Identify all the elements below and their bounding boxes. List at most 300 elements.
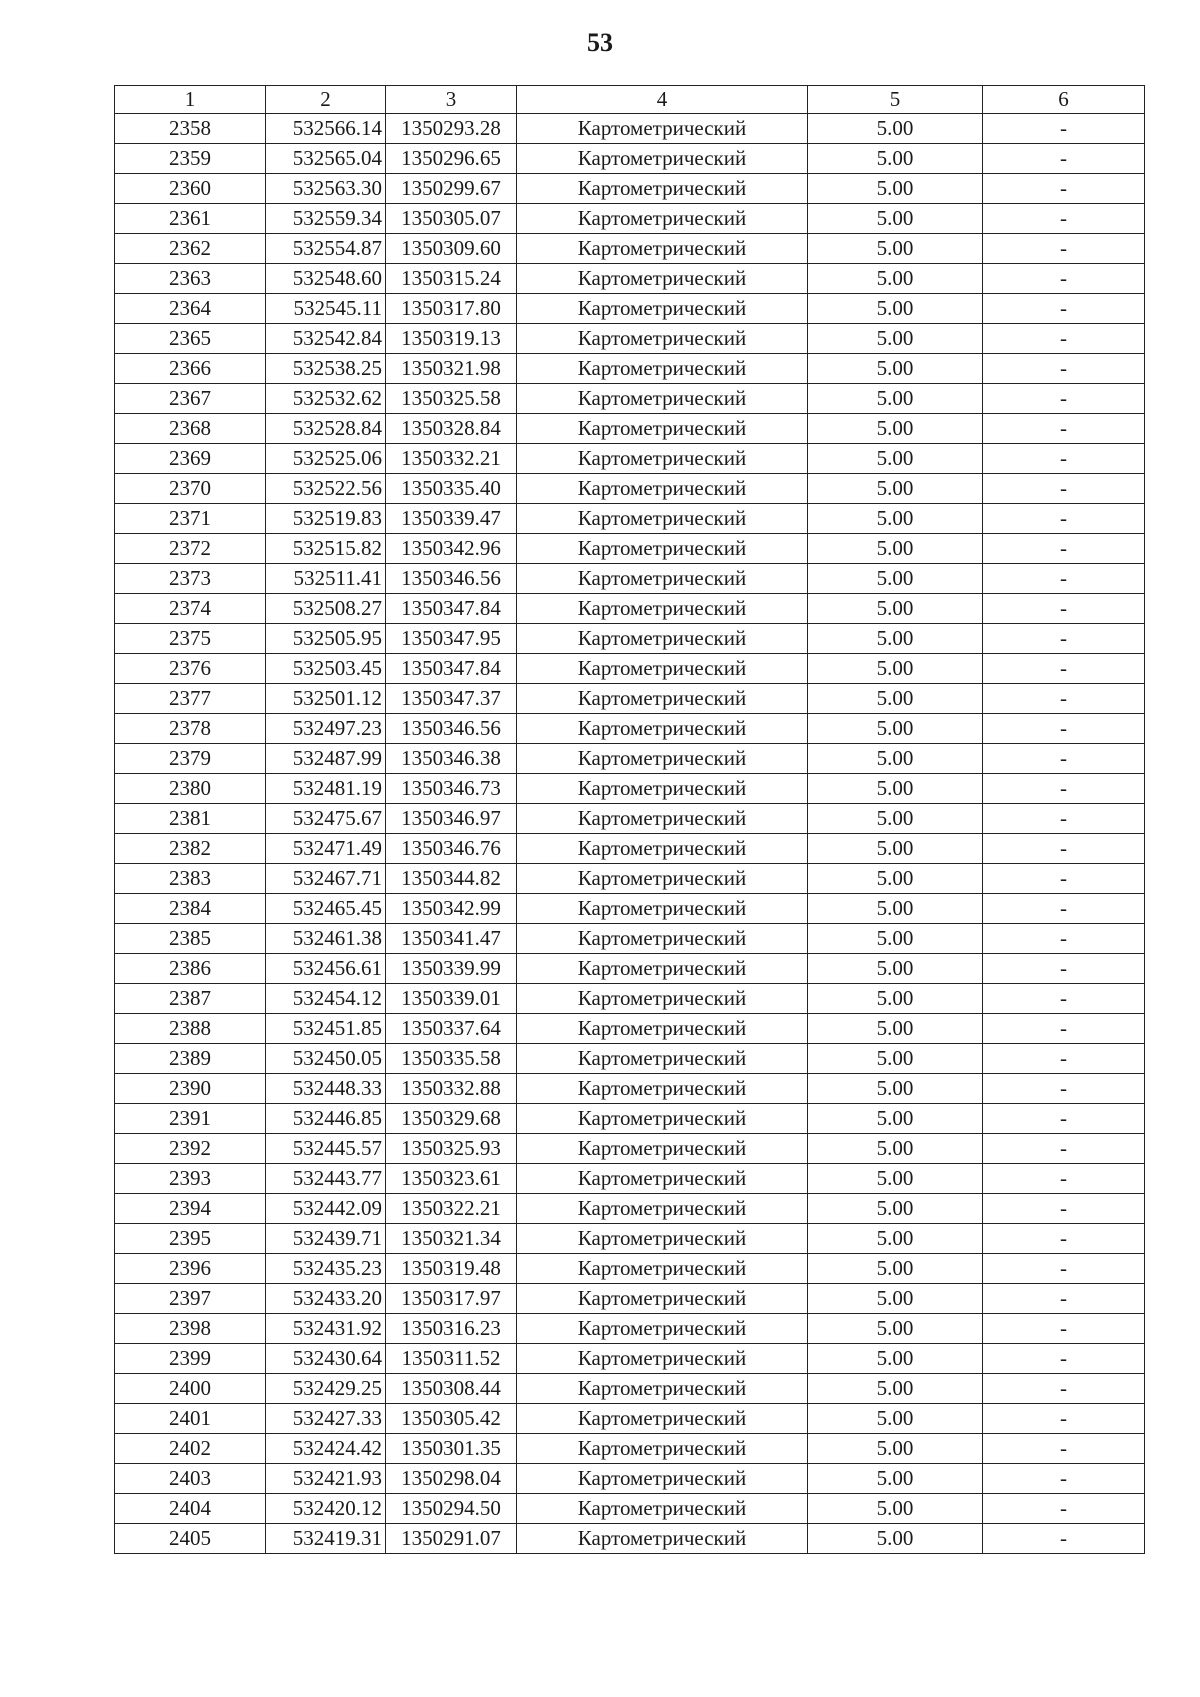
point-number-cell: 2363 — [115, 264, 266, 294]
method-cell: Картометрический — [517, 534, 808, 564]
method-cell: Картометрический — [517, 264, 808, 294]
accuracy-cell: 5.00 — [808, 1434, 983, 1464]
point-number-cell: 2364 — [115, 294, 266, 324]
table-row — [115, 684, 1145, 714]
accuracy-cell: 5.00 — [808, 804, 983, 834]
note-cell: - — [983, 624, 1145, 654]
x-coordinate-cell: 532456.61 — [266, 954, 386, 984]
accuracy-cell: 5.00 — [808, 1374, 983, 1404]
accuracy-cell: 5.00 — [808, 594, 983, 624]
accuracy-cell: 5.00 — [808, 1044, 983, 1074]
y-coordinate-cell: 1350342.99 — [386, 894, 517, 924]
note-cell: - — [983, 1134, 1145, 1164]
accuracy-cell: 5.00 — [808, 1254, 983, 1284]
y-coordinate-cell: 1350317.97 — [386, 1284, 517, 1314]
table-row — [115, 1404, 1145, 1434]
table-row — [115, 204, 1145, 234]
method-cell: Картометрический — [517, 894, 808, 924]
table-row — [115, 774, 1145, 804]
x-coordinate-cell: 532430.64 — [266, 1344, 386, 1374]
note-cell: - — [983, 564, 1145, 594]
point-number-cell: 2369 — [115, 444, 266, 474]
table-body — [115, 114, 1145, 1554]
column-header-4: 4 — [517, 86, 808, 114]
accuracy-cell: 5.00 — [808, 1524, 983, 1554]
note-cell: - — [983, 1374, 1145, 1404]
x-coordinate-cell: 532443.77 — [266, 1164, 386, 1194]
point-number-cell: 2384 — [115, 894, 266, 924]
method-cell: Картометрический — [517, 864, 808, 894]
x-coordinate-cell: 532542.84 — [266, 324, 386, 354]
note-cell: - — [983, 1404, 1145, 1434]
y-coordinate-cell: 1350346.56 — [386, 714, 517, 744]
y-coordinate-cell: 1350311.52 — [386, 1344, 517, 1374]
point-number-cell: 2362 — [115, 234, 266, 264]
point-number-cell: 2371 — [115, 504, 266, 534]
table-row — [115, 1134, 1145, 1164]
x-coordinate-cell: 532501.12 — [266, 684, 386, 714]
x-coordinate-cell: 532487.99 — [266, 744, 386, 774]
accuracy-cell: 5.00 — [808, 684, 983, 714]
point-number-cell: 2367 — [115, 384, 266, 414]
note-cell: - — [983, 444, 1145, 474]
point-number-cell: 2385 — [115, 924, 266, 954]
table-row — [115, 1494, 1145, 1524]
method-cell: Картометрический — [517, 984, 808, 1014]
x-coordinate-cell: 532454.12 — [266, 984, 386, 1014]
table-row — [115, 384, 1145, 414]
y-coordinate-cell: 1350329.68 — [386, 1104, 517, 1134]
accuracy-cell: 5.00 — [808, 384, 983, 414]
table-row — [115, 294, 1145, 324]
y-coordinate-cell: 1350339.99 — [386, 954, 517, 984]
accuracy-cell: 5.00 — [808, 174, 983, 204]
x-coordinate-cell: 532548.60 — [266, 264, 386, 294]
note-cell: - — [983, 1194, 1145, 1224]
note-cell: - — [983, 1074, 1145, 1104]
x-coordinate-cell: 532515.82 — [266, 534, 386, 564]
x-coordinate-cell: 532475.67 — [266, 804, 386, 834]
table-row — [115, 1224, 1145, 1254]
table-row — [115, 474, 1145, 504]
method-cell: Картометрический — [517, 1404, 808, 1434]
point-number-cell: 2377 — [115, 684, 266, 714]
table-row — [115, 714, 1145, 744]
point-number-cell: 2390 — [115, 1074, 266, 1104]
y-coordinate-cell: 1350347.84 — [386, 594, 517, 624]
y-coordinate-cell: 1350337.64 — [386, 1014, 517, 1044]
note-cell: - — [983, 714, 1145, 744]
method-cell: Картометрический — [517, 204, 808, 234]
note-cell: - — [983, 264, 1145, 294]
point-number-cell: 2366 — [115, 354, 266, 384]
point-number-cell: 2387 — [115, 984, 266, 1014]
point-number-cell: 2365 — [115, 324, 266, 354]
table-row — [115, 1524, 1145, 1554]
accuracy-cell: 5.00 — [808, 204, 983, 234]
method-cell: Картометрический — [517, 144, 808, 174]
y-coordinate-cell: 1350319.48 — [386, 1254, 517, 1284]
accuracy-cell: 5.00 — [808, 1194, 983, 1224]
y-coordinate-cell: 1350341.47 — [386, 924, 517, 954]
table-row — [115, 114, 1145, 144]
y-coordinate-cell: 1350332.21 — [386, 444, 517, 474]
point-number-cell: 2373 — [115, 564, 266, 594]
y-coordinate-cell: 1350325.58 — [386, 384, 517, 414]
table-row — [115, 444, 1145, 474]
x-coordinate-cell: 532421.93 — [266, 1464, 386, 1494]
method-cell: Картометрический — [517, 564, 808, 594]
y-coordinate-cell: 1350346.73 — [386, 774, 517, 804]
method-cell: Картометрический — [517, 1374, 808, 1404]
method-cell: Картометрический — [517, 114, 808, 144]
table-row — [115, 1434, 1145, 1464]
point-number-cell: 2405 — [115, 1524, 266, 1554]
point-number-cell: 2376 — [115, 654, 266, 684]
accuracy-cell: 5.00 — [808, 624, 983, 654]
method-cell: Картометрический — [517, 1434, 808, 1464]
method-cell: Картометрический — [517, 1044, 808, 1074]
x-coordinate-cell: 532442.09 — [266, 1194, 386, 1224]
method-cell: Картометрический — [517, 804, 808, 834]
point-number-cell: 2358 — [115, 114, 266, 144]
table-row — [115, 1344, 1145, 1374]
table-row — [115, 564, 1145, 594]
y-coordinate-cell: 1350325.93 — [386, 1134, 517, 1164]
point-number-cell: 2378 — [115, 714, 266, 744]
point-number-cell: 2359 — [115, 144, 266, 174]
y-coordinate-cell: 1350317.80 — [386, 294, 517, 324]
point-number-cell: 2398 — [115, 1314, 266, 1344]
accuracy-cell: 5.00 — [808, 864, 983, 894]
accuracy-cell: 5.00 — [808, 954, 983, 984]
method-cell: Картометрический — [517, 1344, 808, 1374]
note-cell: - — [983, 1314, 1145, 1344]
table-row — [115, 1314, 1145, 1344]
accuracy-cell: 5.00 — [808, 654, 983, 684]
x-coordinate-cell: 532525.06 — [266, 444, 386, 474]
point-number-cell: 2404 — [115, 1494, 266, 1524]
method-cell: Картометрический — [517, 1074, 808, 1104]
page-number: 53 — [587, 28, 613, 57]
accuracy-cell: 5.00 — [808, 504, 983, 534]
method-cell: Картометрический — [517, 1134, 808, 1164]
table-row — [115, 744, 1145, 774]
column-header-6: 6 — [983, 86, 1145, 114]
x-coordinate-cell: 532563.30 — [266, 174, 386, 204]
table-row — [115, 1044, 1145, 1074]
note-cell: - — [983, 354, 1145, 384]
x-coordinate-cell: 532505.95 — [266, 624, 386, 654]
method-cell: Картометрический — [517, 1164, 808, 1194]
point-number-cell: 2368 — [115, 414, 266, 444]
y-coordinate-cell: 1350346.38 — [386, 744, 517, 774]
accuracy-cell: 5.00 — [808, 144, 983, 174]
y-coordinate-cell: 1350346.56 — [386, 564, 517, 594]
point-number-cell: 2383 — [115, 864, 266, 894]
column-header-1: 1 — [115, 86, 266, 114]
method-cell: Картометрический — [517, 1224, 808, 1254]
accuracy-cell: 5.00 — [808, 1134, 983, 1164]
note-cell: - — [983, 684, 1145, 714]
note-cell: - — [983, 114, 1145, 144]
y-coordinate-cell: 1350335.58 — [386, 1044, 517, 1074]
accuracy-cell: 5.00 — [808, 774, 983, 804]
accuracy-cell: 5.00 — [808, 714, 983, 744]
column-header-5: 5 — [808, 86, 983, 114]
table-row — [115, 1014, 1145, 1044]
x-coordinate-cell: 532522.56 — [266, 474, 386, 504]
accuracy-cell: 5.00 — [808, 1074, 983, 1104]
coordinates-table — [114, 85, 1145, 1554]
note-cell: - — [983, 1104, 1145, 1134]
table-header-row — [115, 86, 1145, 114]
x-coordinate-cell: 532424.42 — [266, 1434, 386, 1464]
accuracy-cell: 5.00 — [808, 1464, 983, 1494]
accuracy-cell: 5.00 — [808, 294, 983, 324]
method-cell: Картометрический — [517, 594, 808, 624]
table-row — [115, 1164, 1145, 1194]
x-coordinate-cell: 532435.23 — [266, 1254, 386, 1284]
table-row — [115, 144, 1145, 174]
note-cell: - — [983, 204, 1145, 234]
point-number-cell: 2380 — [115, 774, 266, 804]
x-coordinate-cell: 532427.33 — [266, 1404, 386, 1434]
method-cell: Картометрический — [517, 1254, 808, 1284]
note-cell: - — [983, 654, 1145, 684]
table-row — [115, 804, 1145, 834]
y-coordinate-cell: 1350309.60 — [386, 234, 517, 264]
y-coordinate-cell: 1350342.96 — [386, 534, 517, 564]
method-cell: Картометрический — [517, 834, 808, 864]
y-coordinate-cell: 1350305.42 — [386, 1404, 517, 1434]
method-cell: Картометрический — [517, 684, 808, 714]
x-coordinate-cell: 532511.41 — [266, 564, 386, 594]
note-cell: - — [983, 504, 1145, 534]
x-coordinate-cell: 532448.33 — [266, 1074, 386, 1104]
x-coordinate-cell: 532481.19 — [266, 774, 386, 804]
y-coordinate-cell: 1350344.82 — [386, 864, 517, 894]
accuracy-cell: 5.00 — [808, 414, 983, 444]
y-coordinate-cell: 1350319.13 — [386, 324, 517, 354]
method-cell: Картометрический — [517, 924, 808, 954]
method-cell: Картометрический — [517, 294, 808, 324]
x-coordinate-cell: 532431.92 — [266, 1314, 386, 1344]
note-cell: - — [983, 294, 1145, 324]
table-row — [115, 324, 1145, 354]
x-coordinate-cell: 532545.11 — [266, 294, 386, 324]
table-row — [115, 864, 1145, 894]
point-number-cell: 2394 — [115, 1194, 266, 1224]
method-cell: Картометрический — [517, 774, 808, 804]
note-cell: - — [983, 1344, 1145, 1374]
x-coordinate-cell: 532451.85 — [266, 1014, 386, 1044]
x-coordinate-cell: 532532.62 — [266, 384, 386, 414]
accuracy-cell: 5.00 — [808, 1104, 983, 1134]
accuracy-cell: 5.00 — [808, 114, 983, 144]
accuracy-cell: 5.00 — [808, 234, 983, 264]
accuracy-cell: 5.00 — [808, 894, 983, 924]
note-cell: - — [983, 924, 1145, 954]
point-number-cell: 2360 — [115, 174, 266, 204]
accuracy-cell: 5.00 — [808, 264, 983, 294]
accuracy-cell: 5.00 — [808, 1314, 983, 1344]
point-number-cell: 2375 — [115, 624, 266, 654]
x-coordinate-cell: 532420.12 — [266, 1494, 386, 1524]
x-coordinate-cell: 532446.85 — [266, 1104, 386, 1134]
y-coordinate-cell: 1350321.34 — [386, 1224, 517, 1254]
x-coordinate-cell: 532465.45 — [266, 894, 386, 924]
y-coordinate-cell: 1350315.24 — [386, 264, 517, 294]
y-coordinate-cell: 1350347.84 — [386, 654, 517, 684]
note-cell: - — [983, 1494, 1145, 1524]
y-coordinate-cell: 1350291.07 — [386, 1524, 517, 1554]
accuracy-cell: 5.00 — [808, 1014, 983, 1044]
table-row — [115, 504, 1145, 534]
x-coordinate-cell: 532497.23 — [266, 714, 386, 744]
method-cell: Картометрический — [517, 954, 808, 984]
method-cell: Картометрический — [517, 1284, 808, 1314]
table-row — [115, 894, 1145, 924]
y-coordinate-cell: 1350294.50 — [386, 1494, 517, 1524]
note-cell: - — [983, 1044, 1145, 1074]
x-coordinate-cell: 532559.34 — [266, 204, 386, 234]
method-cell: Картометрический — [517, 624, 808, 654]
x-coordinate-cell: 532565.04 — [266, 144, 386, 174]
table-row — [115, 264, 1145, 294]
point-number-cell: 2402 — [115, 1434, 266, 1464]
x-coordinate-cell: 532519.83 — [266, 504, 386, 534]
method-cell: Картометрический — [517, 174, 808, 204]
accuracy-cell: 5.00 — [808, 1404, 983, 1434]
method-cell: Картометрический — [517, 654, 808, 684]
y-coordinate-cell: 1350299.67 — [386, 174, 517, 204]
accuracy-cell: 5.00 — [808, 1164, 983, 1194]
table-row — [115, 624, 1145, 654]
accuracy-cell: 5.00 — [808, 354, 983, 384]
y-coordinate-cell: 1350293.28 — [386, 114, 517, 144]
y-coordinate-cell: 1350305.07 — [386, 204, 517, 234]
point-number-cell: 2379 — [115, 744, 266, 774]
method-cell: Картометрический — [517, 414, 808, 444]
point-number-cell: 2392 — [115, 1134, 266, 1164]
x-coordinate-cell: 532433.20 — [266, 1284, 386, 1314]
note-cell: - — [983, 834, 1145, 864]
accuracy-cell: 5.00 — [808, 564, 983, 594]
accuracy-cell: 5.00 — [808, 444, 983, 474]
table-row — [115, 654, 1145, 684]
y-coordinate-cell: 1350321.98 — [386, 354, 517, 384]
method-cell: Картометрический — [517, 384, 808, 414]
accuracy-cell: 5.00 — [808, 534, 983, 564]
table-row — [115, 834, 1145, 864]
note-cell: - — [983, 594, 1145, 624]
column-header-2: 2 — [266, 86, 386, 114]
y-coordinate-cell: 1350298.04 — [386, 1464, 517, 1494]
method-cell: Картометрический — [517, 504, 808, 534]
accuracy-cell: 5.00 — [808, 834, 983, 864]
note-cell: - — [983, 1224, 1145, 1254]
point-number-cell: 2401 — [115, 1404, 266, 1434]
accuracy-cell: 5.00 — [808, 474, 983, 504]
method-cell: Картометрический — [517, 1314, 808, 1344]
table-row — [115, 1194, 1145, 1224]
x-coordinate-cell: 532471.49 — [266, 834, 386, 864]
point-number-cell: 2370 — [115, 474, 266, 504]
y-coordinate-cell: 1350328.84 — [386, 414, 517, 444]
x-coordinate-cell: 532528.84 — [266, 414, 386, 444]
note-cell: - — [983, 744, 1145, 774]
x-coordinate-cell: 532461.38 — [266, 924, 386, 954]
x-coordinate-cell: 532467.71 — [266, 864, 386, 894]
table-row — [115, 534, 1145, 564]
method-cell: Картометрический — [517, 1014, 808, 1044]
method-cell: Картометрический — [517, 354, 808, 384]
accuracy-cell: 5.00 — [808, 1344, 983, 1374]
table-row — [115, 1374, 1145, 1404]
accuracy-cell: 5.00 — [808, 1284, 983, 1314]
point-number-cell: 2396 — [115, 1254, 266, 1284]
y-coordinate-cell: 1350339.01 — [386, 984, 517, 1014]
y-coordinate-cell: 1350347.95 — [386, 624, 517, 654]
note-cell: - — [983, 954, 1145, 984]
note-cell: - — [983, 894, 1145, 924]
method-cell: Картометрический — [517, 474, 808, 504]
y-coordinate-cell: 1350308.44 — [386, 1374, 517, 1404]
note-cell: - — [983, 1284, 1145, 1314]
table-row — [115, 1284, 1145, 1314]
method-cell: Картометрический — [517, 444, 808, 474]
point-number-cell: 2391 — [115, 1104, 266, 1134]
table-row — [115, 234, 1145, 264]
accuracy-cell: 5.00 — [808, 1224, 983, 1254]
point-number-cell: 2399 — [115, 1344, 266, 1374]
y-coordinate-cell: 1350332.88 — [386, 1074, 517, 1104]
y-coordinate-cell: 1350296.65 — [386, 144, 517, 174]
table-row — [115, 954, 1145, 984]
y-coordinate-cell: 1350301.35 — [386, 1434, 517, 1464]
point-number-cell: 2361 — [115, 204, 266, 234]
x-coordinate-cell: 532429.25 — [266, 1374, 386, 1404]
method-cell: Картометрический — [517, 1194, 808, 1224]
point-number-cell: 2388 — [115, 1014, 266, 1044]
note-cell: - — [983, 174, 1145, 204]
method-cell: Картометрический — [517, 1524, 808, 1554]
column-header-3: 3 — [386, 86, 517, 114]
point-number-cell: 2400 — [115, 1374, 266, 1404]
y-coordinate-cell: 1350322.21 — [386, 1194, 517, 1224]
table-row — [115, 1254, 1145, 1284]
point-number-cell: 2393 — [115, 1164, 266, 1194]
accuracy-cell: 5.00 — [808, 924, 983, 954]
y-coordinate-cell: 1350323.61 — [386, 1164, 517, 1194]
point-number-cell: 2389 — [115, 1044, 266, 1074]
accuracy-cell: 5.00 — [808, 744, 983, 774]
table-row — [115, 594, 1145, 624]
point-number-cell: 2372 — [115, 534, 266, 564]
note-cell: - — [983, 1254, 1145, 1284]
note-cell: - — [983, 414, 1145, 444]
point-number-cell: 2397 — [115, 1284, 266, 1314]
point-number-cell: 2386 — [115, 954, 266, 984]
note-cell: - — [983, 1464, 1145, 1494]
note-cell: - — [983, 774, 1145, 804]
point-number-cell: 2381 — [115, 804, 266, 834]
method-cell: Картометрический — [517, 324, 808, 354]
method-cell: Картометрический — [517, 744, 808, 774]
x-coordinate-cell: 532450.05 — [266, 1044, 386, 1074]
note-cell: - — [983, 384, 1145, 414]
